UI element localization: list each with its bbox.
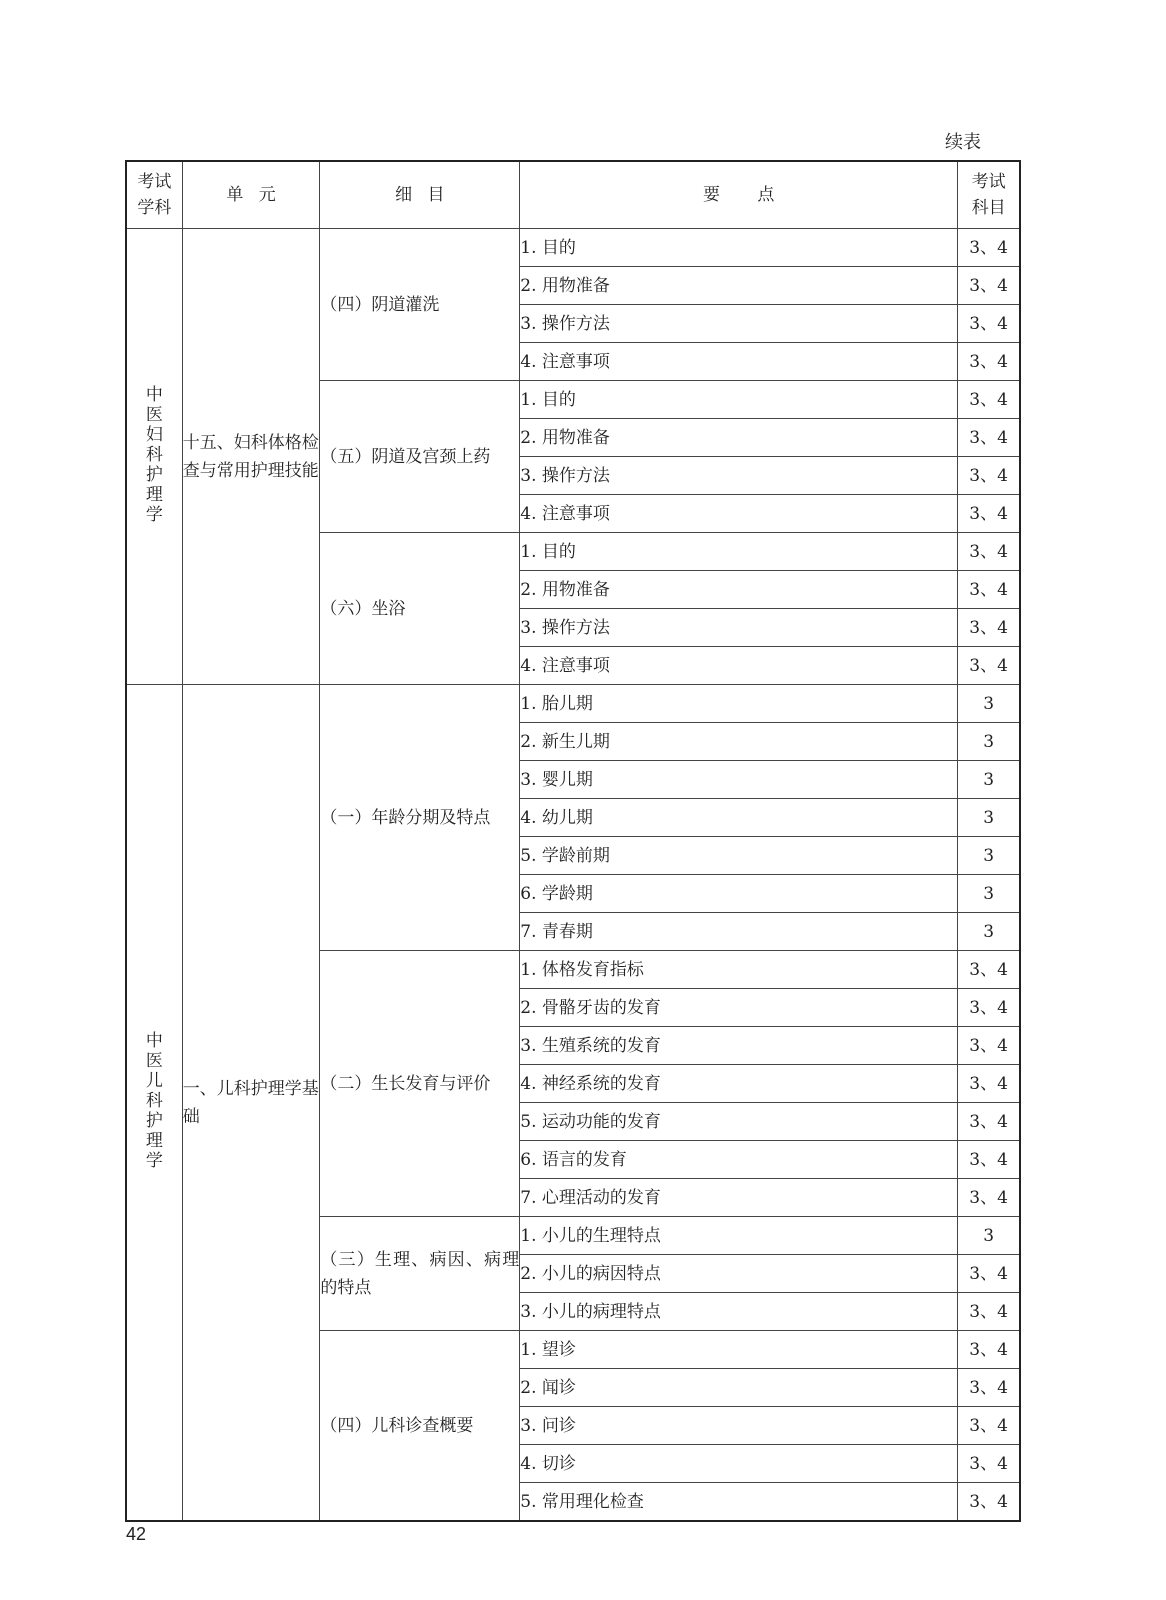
header-item bbox=[320, 161, 520, 229]
code-cell: 3、4 bbox=[958, 495, 1020, 533]
code-cell: 3 bbox=[958, 837, 1020, 875]
code-cell: 3、4 bbox=[958, 1103, 1020, 1141]
code-cell: 3、4 bbox=[958, 1445, 1020, 1483]
item-cell: （一）年龄分期及特点 bbox=[320, 685, 520, 951]
point-cell: 4. 神经系统的发育 bbox=[520, 1065, 958, 1103]
point-cell: 3. 操作方法 bbox=[520, 305, 958, 343]
code-cell: 3、4 bbox=[958, 989, 1020, 1027]
page-number: 42 bbox=[126, 1524, 147, 1544]
code-cell: 3、4 bbox=[958, 343, 1020, 381]
code-cell: 3 bbox=[958, 1217, 1020, 1255]
code-cell: 3、4 bbox=[958, 1027, 1020, 1065]
subject-text: 中医儿科护理学 bbox=[145, 1030, 163, 1171]
point-cell: 2. 用物准备 bbox=[520, 419, 958, 457]
point-cell: 4. 切诊 bbox=[520, 1445, 958, 1483]
code-cell: 3、4 bbox=[958, 267, 1020, 305]
table-row bbox=[126, 685, 1020, 723]
point-cell: 4. 注意事项 bbox=[520, 343, 958, 381]
point-cell: 3. 生殖系统的发育 bbox=[520, 1027, 958, 1065]
item-cell: （五）阴道及宫颈上药 bbox=[320, 381, 520, 533]
header-point-text: 要点 bbox=[703, 185, 812, 205]
code-cell: 3、4 bbox=[958, 381, 1020, 419]
subject-cell bbox=[126, 685, 182, 1522]
point-cell: 2. 用物准备 bbox=[520, 571, 958, 609]
header-unit-text: 单元 bbox=[226, 185, 291, 205]
point-cell: 3. 操作方法 bbox=[520, 457, 958, 495]
item-cell: （六）坐浴 bbox=[320, 533, 520, 685]
unit-cell: 十五、妇科体格检查与常用护理技能 bbox=[182, 229, 320, 685]
point-cell: 4. 幼儿期 bbox=[520, 799, 958, 837]
point-cell: 7. 青春期 bbox=[520, 913, 958, 951]
code-cell: 3 bbox=[958, 723, 1020, 761]
code-cell: 3、4 bbox=[958, 419, 1020, 457]
point-cell: 1. 目的 bbox=[520, 381, 958, 419]
item-cell: （二）生长发育与评价 bbox=[320, 951, 520, 1217]
unit-cell: 一、儿科护理学基础 bbox=[182, 685, 320, 1522]
code-cell: 3、4 bbox=[958, 1293, 1020, 1331]
point-cell: 1. 胎儿期 bbox=[520, 685, 958, 723]
code-cell: 3、4 bbox=[958, 305, 1020, 343]
subject-cell bbox=[126, 229, 182, 685]
point-cell: 3. 操作方法 bbox=[520, 609, 958, 647]
item-cell: （三）生理、病因、病理的特点 bbox=[320, 1217, 520, 1331]
point-cell: 2. 新生儿期 bbox=[520, 723, 958, 761]
table-row bbox=[126, 229, 1020, 267]
point-cell: 5. 常用理化检查 bbox=[520, 1483, 958, 1522]
point-cell: 2. 闻诊 bbox=[520, 1369, 958, 1407]
point-cell: 6. 学龄期 bbox=[520, 875, 958, 913]
point-cell: 2. 用物准备 bbox=[520, 267, 958, 305]
point-cell: 4. 注意事项 bbox=[520, 647, 958, 685]
code-cell: 3、4 bbox=[958, 1065, 1020, 1103]
continued-label: 续表 bbox=[945, 132, 981, 153]
point-cell: 1. 目的 bbox=[520, 533, 958, 571]
header-code-text: 考试科目 bbox=[971, 171, 1006, 218]
point-cell: 5. 运动功能的发育 bbox=[520, 1103, 958, 1141]
point-cell: 2. 骨骼牙齿的发育 bbox=[520, 989, 958, 1027]
header-subject-text: 考试学科 bbox=[137, 171, 172, 218]
header-item-text: 细目 bbox=[395, 185, 460, 205]
code-cell: 3、4 bbox=[958, 1255, 1020, 1293]
code-cell: 3、4 bbox=[958, 1179, 1020, 1217]
code-cell: 3、4 bbox=[958, 1407, 1020, 1445]
table-header-row bbox=[126, 161, 1020, 229]
code-cell: 3、4 bbox=[958, 1483, 1020, 1522]
header-code bbox=[958, 161, 1020, 229]
code-cell: 3、4 bbox=[958, 457, 1020, 495]
point-cell: 1. 体格发育指标 bbox=[520, 951, 958, 989]
subject-text: 中医妇科护理学 bbox=[145, 384, 163, 525]
code-cell: 3 bbox=[958, 799, 1020, 837]
code-cell: 3、4 bbox=[958, 1369, 1020, 1407]
point-cell: 1. 目的 bbox=[520, 229, 958, 267]
code-cell: 3 bbox=[958, 685, 1020, 723]
code-cell: 3、4 bbox=[958, 1331, 1020, 1369]
code-cell: 3、4 bbox=[958, 609, 1020, 647]
syllabus-table bbox=[125, 160, 1021, 1522]
point-cell: 5. 学龄前期 bbox=[520, 837, 958, 875]
code-cell: 3 bbox=[958, 875, 1020, 913]
code-cell: 3、4 bbox=[958, 533, 1020, 571]
code-cell: 3 bbox=[958, 913, 1020, 951]
code-cell: 3、4 bbox=[958, 647, 1020, 685]
point-cell: 3. 小儿的病理特点 bbox=[520, 1293, 958, 1331]
point-cell: 3. 婴儿期 bbox=[520, 761, 958, 799]
code-cell: 3、4 bbox=[958, 571, 1020, 609]
code-cell: 3、4 bbox=[958, 951, 1020, 989]
item-cell: （四）儿科诊查概要 bbox=[320, 1331, 520, 1522]
header-unit bbox=[182, 161, 320, 229]
point-cell: 2. 小儿的病因特点 bbox=[520, 1255, 958, 1293]
code-cell: 3、4 bbox=[958, 229, 1020, 267]
point-cell: 1. 望诊 bbox=[520, 1331, 958, 1369]
point-cell: 3. 问诊 bbox=[520, 1407, 958, 1445]
code-cell: 3 bbox=[958, 761, 1020, 799]
point-cell: 6. 语言的发育 bbox=[520, 1141, 958, 1179]
header-subject bbox=[126, 161, 182, 229]
point-cell: 4. 注意事项 bbox=[520, 495, 958, 533]
item-cell: （四）阴道灌洗 bbox=[320, 229, 520, 381]
point-cell: 1. 小儿的生理特点 bbox=[520, 1217, 958, 1255]
code-cell: 3、4 bbox=[958, 1141, 1020, 1179]
point-cell: 7. 心理活动的发育 bbox=[520, 1179, 958, 1217]
header-point bbox=[520, 161, 958, 229]
table-body bbox=[126, 229, 1020, 1522]
